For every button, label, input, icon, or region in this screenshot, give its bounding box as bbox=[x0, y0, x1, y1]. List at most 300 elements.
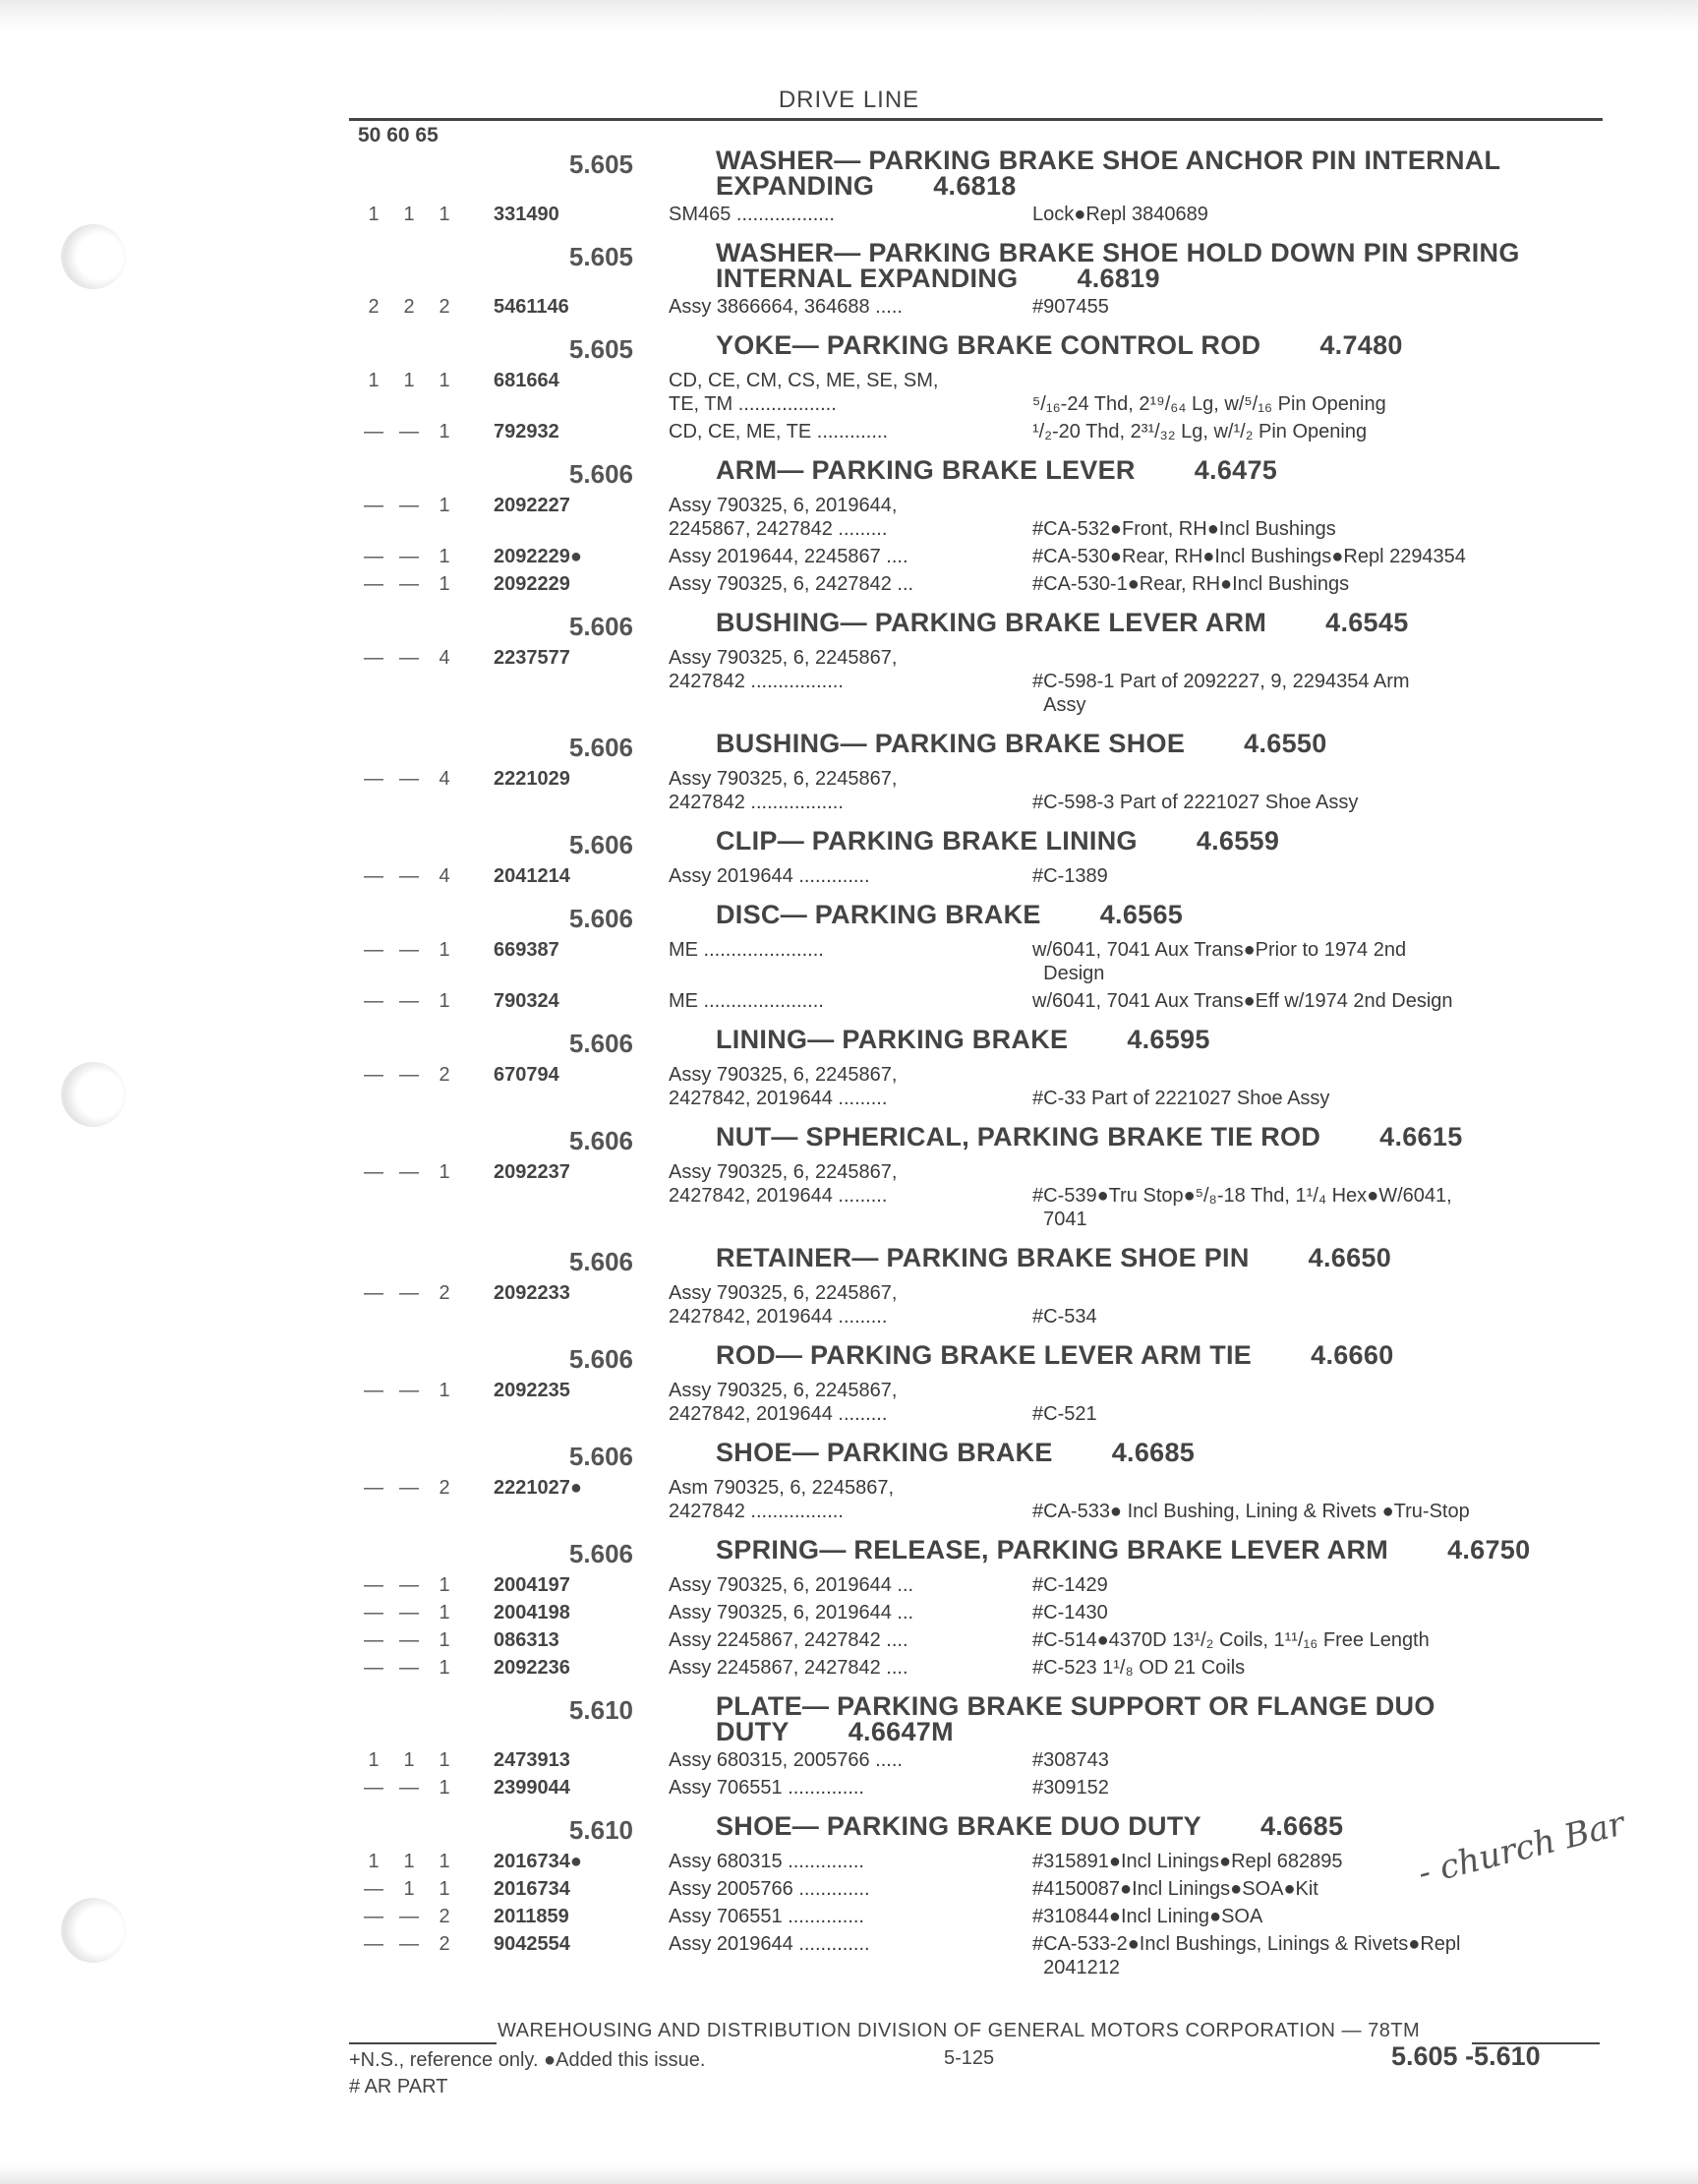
quantity-columns bbox=[356, 1656, 494, 1680]
quantity-columns bbox=[356, 1573, 494, 1597]
section-header bbox=[0, 1523, 1698, 1569]
section-header bbox=[0, 134, 1698, 199]
quantity-cell: 1 bbox=[439, 990, 450, 1012]
quantity-columns bbox=[356, 420, 494, 443]
quantity-columns bbox=[356, 1748, 494, 1772]
quantity-cell: — bbox=[399, 495, 419, 516]
part-note: #CA-530-1●Rear, RH●Incl Bushings bbox=[1032, 573, 1350, 595]
quantity-columns bbox=[356, 369, 494, 416]
section-title bbox=[716, 1440, 1601, 1465]
section-title bbox=[716, 332, 1601, 358]
part-number: 670794 bbox=[494, 1064, 559, 1086]
quantity-cell: 1 bbox=[439, 1380, 450, 1401]
quantity-columns bbox=[356, 989, 494, 1013]
part-note: #C-1430 bbox=[1032, 1602, 1108, 1623]
quantity-cell: 1 bbox=[439, 573, 450, 595]
quantity-cell: 1 bbox=[439, 495, 450, 516]
parts-section bbox=[0, 319, 1698, 443]
quantity-cell: 1 bbox=[368, 204, 380, 225]
quantity-columns bbox=[356, 203, 494, 226]
section-code: 5.606 bbox=[568, 830, 633, 859]
page-number: 5-125 bbox=[944, 2047, 995, 2069]
parts-list bbox=[0, 134, 1698, 1979]
quantity-cell: — bbox=[364, 1777, 383, 1799]
section-title bbox=[716, 828, 1601, 854]
part-number: 2092235 bbox=[494, 1380, 570, 1401]
section-title-text: RETAINER— PARKING BRAKE SHOE PIN bbox=[716, 1243, 1250, 1272]
section-group-number: 4.6660 bbox=[1311, 1340, 1394, 1370]
part-note: #C-514●4370D 13¹/₂ Coils, 1¹¹/₁₆ Free Length bbox=[1032, 1629, 1430, 1651]
quantity-cell: 1 bbox=[439, 370, 450, 391]
part-application: Assy 790325, 6, 2245867, 2427842, 2019644 ......... bbox=[669, 1380, 898, 1425]
quantity-cell: — bbox=[399, 1602, 419, 1623]
quantity-columns bbox=[356, 767, 494, 814]
part-number: 2221027● bbox=[494, 1477, 582, 1499]
quantity-cell: — bbox=[364, 1657, 383, 1679]
part-note: #C-1389 bbox=[1032, 865, 1108, 887]
parts-section bbox=[0, 814, 1698, 888]
section-code: 5.606 bbox=[568, 612, 633, 641]
quantity-cell: — bbox=[364, 1161, 383, 1183]
quantity-cell: — bbox=[399, 1064, 419, 1086]
quantity-cell: — bbox=[364, 865, 383, 887]
section-group-number: 4.6685 bbox=[1111, 1438, 1196, 1467]
section-code: 5.606 bbox=[568, 1539, 633, 1568]
section-header bbox=[0, 1231, 1698, 1277]
part-application: Assy 790325, 6, 2019644, 2245867, 2427842 ......... bbox=[669, 495, 898, 540]
quantity-cell: 1 bbox=[439, 1629, 450, 1651]
section-code: 5.606 bbox=[568, 1442, 633, 1471]
section-group-number: 4.6818 bbox=[933, 171, 1017, 201]
quantity-cell: — bbox=[399, 647, 419, 669]
quantity-cell: 1 bbox=[439, 1878, 450, 1900]
part-application: Assy 2245867, 2427842 .... bbox=[669, 1629, 908, 1651]
quantity-cell: — bbox=[399, 865, 419, 887]
quantity-cell: — bbox=[399, 1380, 419, 1401]
part-application: Assy 2019644, 2245867 .... bbox=[669, 546, 908, 567]
section-title-text: DISC— PARKING BRAKE bbox=[716, 900, 1041, 929]
part-row bbox=[0, 420, 1698, 443]
quantity-cell: — bbox=[364, 768, 383, 790]
quantity-cell: 1 bbox=[403, 204, 415, 225]
part-row bbox=[0, 1628, 1698, 1652]
quantity-cell: — bbox=[364, 1878, 383, 1900]
part-application: SM465 .................. bbox=[669, 204, 835, 225]
part-row bbox=[0, 1748, 1698, 1772]
section-title-text: YOKE— PARKING BRAKE CONTROL ROD bbox=[716, 330, 1261, 360]
part-note: #C-539●Tru Stop●⁵/₈-18 Thd, 1¹/₄ Hex●W/6041, 7041 bbox=[1032, 1185, 1452, 1230]
quantity-columns bbox=[356, 295, 494, 319]
part-application: Assy 680315, 2005766 ..... bbox=[669, 1749, 903, 1771]
part-application: CD, CE, ME, TE ............. bbox=[669, 421, 888, 443]
section-group-number: 4.6819 bbox=[1077, 264, 1160, 293]
section-title-text: CLIP— PARKING BRAKE LINING bbox=[716, 826, 1138, 856]
part-number: 2473913 bbox=[494, 1749, 570, 1771]
section-group-number: 4.6750 bbox=[1447, 1535, 1531, 1564]
section-code: 5.605 bbox=[568, 242, 633, 271]
part-number: 2237577 bbox=[494, 647, 570, 669]
quantity-cell: 1 bbox=[403, 370, 415, 391]
part-row bbox=[0, 1379, 1698, 1426]
part-row bbox=[0, 767, 1698, 814]
quantity-cell: 1 bbox=[439, 1851, 450, 1872]
page-title: DRIVE LINE bbox=[778, 87, 920, 113]
part-note: #C-523 1¹/₈ OD 21 Coils bbox=[1032, 1657, 1246, 1679]
part-application: Assy 790325, 6, 2245867, 2427842, 2019644 ......... bbox=[669, 1064, 898, 1109]
quantity-cell: — bbox=[364, 1574, 383, 1596]
part-note: #CA-532●Front, RH●Incl Bushings bbox=[1032, 518, 1336, 540]
quantity-cell: — bbox=[399, 990, 419, 1012]
section-title bbox=[716, 1342, 1601, 1368]
section-group-number: 4.6545 bbox=[1325, 608, 1409, 637]
part-application: Assy 2005766 ............. bbox=[669, 1878, 870, 1900]
part-row bbox=[0, 1776, 1698, 1800]
part-application: CD, CE, CM, CS, ME, SE, SM, TE, TM .................. bbox=[669, 370, 939, 415]
part-application: Assy 790325, 6, 2245867, 2427842, 2019644 ......... bbox=[669, 1282, 898, 1328]
part-application: Assy 790325, 6, 2245867, 2427842 ................. bbox=[669, 768, 898, 813]
quantity-cell: — bbox=[364, 1602, 383, 1623]
quantity-cell: — bbox=[364, 1064, 383, 1086]
section-group-number: 4.6550 bbox=[1244, 729, 1327, 758]
parts-section bbox=[0, 1800, 1698, 1979]
parts-section bbox=[0, 443, 1698, 596]
section-header bbox=[0, 1328, 1698, 1375]
section-header bbox=[0, 226, 1698, 291]
quantity-columns bbox=[356, 1476, 494, 1523]
section-header bbox=[0, 1680, 1698, 1744]
part-row bbox=[0, 1160, 1698, 1231]
quantity-cell: — bbox=[399, 1629, 419, 1651]
quantity-cell: — bbox=[364, 546, 383, 567]
part-note: #308743 bbox=[1032, 1749, 1109, 1771]
part-application: ME ...................... bbox=[669, 990, 824, 1012]
quantity-cell: — bbox=[364, 1629, 383, 1651]
quantity-columns bbox=[356, 1905, 494, 1928]
part-row bbox=[0, 1281, 1698, 1328]
section-header bbox=[0, 1800, 1698, 1846]
section-group-number: 4.7480 bbox=[1319, 330, 1403, 360]
section-code: 5.610 bbox=[568, 1695, 633, 1725]
quantity-cell: — bbox=[399, 573, 419, 595]
quantity-cell: 1 bbox=[439, 1574, 450, 1596]
part-number: 2092233 bbox=[494, 1282, 570, 1304]
section-title bbox=[716, 731, 1601, 756]
part-note: w/6041, 7041 Aux Trans●Prior to 1974 2nd Design bbox=[1032, 939, 1407, 984]
parts-section bbox=[0, 888, 1698, 1013]
section-title bbox=[716, 610, 1601, 635]
quantity-cell: — bbox=[399, 1906, 419, 1927]
part-note: w/6041, 7041 Aux Trans●Eff w/1974 2nd Design bbox=[1032, 990, 1453, 1012]
quantity-cell: 2 bbox=[439, 1064, 450, 1086]
part-row bbox=[0, 1601, 1698, 1624]
quantity-columns bbox=[356, 494, 494, 541]
quantity-cell: — bbox=[364, 939, 383, 961]
part-application: Assy 790325, 6, 2019644 ... bbox=[669, 1602, 914, 1623]
section-header bbox=[0, 1110, 1698, 1156]
quantity-cell: — bbox=[364, 1906, 383, 1927]
part-note: #4150087●Incl Linings●SOA●Kit bbox=[1032, 1878, 1318, 1900]
quantity-cell: — bbox=[399, 1161, 419, 1183]
part-note: #C-534 bbox=[1032, 1306, 1097, 1328]
quantity-cell: — bbox=[399, 546, 419, 567]
header-rule bbox=[349, 118, 1603, 121]
section-code: 5.606 bbox=[568, 459, 633, 489]
part-row bbox=[0, 646, 1698, 717]
quantity-cell: 1 bbox=[439, 204, 450, 225]
part-number: 2016734● bbox=[494, 1851, 582, 1872]
part-application: Assy 790325, 6, 2245867, 2427842, 2019644 ......... bbox=[669, 1161, 898, 1207]
part-number: 2092237 bbox=[494, 1161, 570, 1183]
part-application: Assy 2245867, 2427842 .... bbox=[669, 1657, 908, 1679]
quantity-cell: — bbox=[364, 647, 383, 669]
section-code: 5.606 bbox=[568, 733, 633, 762]
part-note: ⁵/₁₆-24 Thd, 2¹⁹/₆₄ Lg, w/⁵/₁₆ Pin Opening bbox=[1032, 393, 1386, 415]
quantity-cell: 1 bbox=[403, 1851, 415, 1872]
part-number: 2011859 bbox=[494, 1906, 569, 1927]
section-title bbox=[716, 240, 1601, 291]
section-title bbox=[716, 457, 1601, 483]
quantity-cell: — bbox=[399, 1282, 419, 1304]
part-note: #315891●Incl Linings●Repl 682895 bbox=[1032, 1851, 1343, 1872]
quantity-columns bbox=[356, 1160, 494, 1231]
section-code: 5.605 bbox=[568, 149, 633, 179]
part-row bbox=[0, 545, 1698, 568]
part-application: Assy 2019644 ............. bbox=[669, 865, 870, 887]
parts-section bbox=[0, 1110, 1698, 1231]
part-application: ME ...................... bbox=[669, 939, 824, 961]
part-row bbox=[0, 369, 1698, 416]
part-number: 2092227 bbox=[494, 495, 570, 516]
handwritten-margin-note: - church Bar bbox=[1414, 1803, 1629, 1894]
part-note: #CA-530●Rear, RH●Incl Bushings●Repl 2294354 bbox=[1032, 546, 1466, 567]
quantity-cell: 1 bbox=[439, 1749, 450, 1771]
section-code: 5.610 bbox=[568, 1815, 633, 1845]
quantity-cell: — bbox=[364, 990, 383, 1012]
quantity-cell: — bbox=[364, 1933, 383, 1955]
quantity-cell: 1 bbox=[439, 1777, 450, 1799]
part-application: Assy 790325, 6, 2019644 ... bbox=[669, 1574, 914, 1596]
quantity-cell: — bbox=[364, 421, 383, 443]
part-application: Asm 790325, 6, 2245867, 2427842 ................. bbox=[669, 1477, 895, 1522]
quantity-cell: — bbox=[399, 1657, 419, 1679]
quantity-cell: — bbox=[399, 1477, 419, 1499]
quantity-cell: — bbox=[399, 1933, 419, 1955]
quantity-columns bbox=[356, 1628, 494, 1652]
section-header bbox=[0, 888, 1698, 934]
quantity-cell: 2 bbox=[439, 1477, 450, 1499]
section-title bbox=[716, 1245, 1601, 1270]
quantity-cell: — bbox=[399, 421, 419, 443]
quantity-cell: — bbox=[364, 1282, 383, 1304]
part-number: 2004197 bbox=[494, 1574, 570, 1596]
part-number: 669387 bbox=[494, 939, 559, 961]
parts-section bbox=[0, 1328, 1698, 1426]
quantity-cell: — bbox=[399, 1777, 419, 1799]
part-application: Assy 790325, 6, 2245867, 2427842 ................. bbox=[669, 647, 898, 692]
quantity-cell: 4 bbox=[439, 865, 450, 887]
section-code: 5.606 bbox=[568, 904, 633, 933]
section-header bbox=[0, 717, 1698, 763]
quantity-columns bbox=[356, 1281, 494, 1328]
parts-section bbox=[0, 134, 1698, 226]
quantity-cell: 1 bbox=[439, 421, 450, 443]
quantity-cell: 1 bbox=[368, 370, 380, 391]
part-number: 2041214 bbox=[494, 865, 570, 887]
parts-section bbox=[0, 1523, 1698, 1680]
section-title bbox=[716, 1027, 1601, 1052]
quantity-columns bbox=[356, 1601, 494, 1624]
section-title-text: SHOE— PARKING BRAKE DUO DUTY bbox=[716, 1811, 1201, 1841]
part-number: 2399044 bbox=[494, 1777, 570, 1799]
section-title-text: ARM— PARKING BRAKE LEVER bbox=[716, 455, 1136, 485]
footer-rule-left bbox=[349, 2042, 497, 2044]
part-row bbox=[0, 989, 1698, 1013]
section-title-text: NUT— SPHERICAL, PARKING BRAKE TIE ROD bbox=[716, 1122, 1321, 1151]
section-header bbox=[0, 1013, 1698, 1059]
quantity-columns bbox=[356, 1850, 494, 1873]
parts-section bbox=[0, 1231, 1698, 1328]
part-number: 5461146 bbox=[494, 296, 569, 318]
legend-line-1: +N.S., reference only. ●Added this issue. bbox=[349, 2049, 706, 2071]
part-note: #C-33 Part of 2221027 Shoe Assy bbox=[1032, 1088, 1330, 1109]
part-application: Assy 706551 .............. bbox=[669, 1906, 864, 1927]
section-title bbox=[716, 1537, 1601, 1563]
legend-line-2: # AR PART bbox=[349, 2076, 448, 2097]
part-note: #C-1429 bbox=[1032, 1574, 1108, 1596]
section-title-text: BUSHING— PARKING BRAKE SHOE bbox=[716, 729, 1186, 758]
section-header bbox=[0, 814, 1698, 860]
part-number: 2092229 bbox=[494, 573, 570, 595]
section-group-number: 4.6647M bbox=[848, 1717, 954, 1746]
section-group-number: 4.6559 bbox=[1196, 826, 1280, 856]
parts-section bbox=[0, 717, 1698, 814]
page-top-shadow bbox=[0, 0, 1698, 30]
part-number: 086313 bbox=[494, 1629, 559, 1651]
quantity-cell: — bbox=[364, 573, 383, 595]
part-number: 331490 bbox=[494, 204, 559, 225]
parts-section bbox=[0, 1426, 1698, 1523]
section-group-number: 4.6595 bbox=[1127, 1025, 1210, 1054]
quantity-cell: 1 bbox=[439, 546, 450, 567]
section-title-text: SHOE— PARKING BRAKE bbox=[716, 1438, 1053, 1467]
section-group-number: 4.6650 bbox=[1308, 1243, 1392, 1272]
part-note: #CA-533● Incl Bushing, Lining & Rivets ●Tru-Stop bbox=[1032, 1501, 1470, 1522]
quantity-cell: 2 bbox=[439, 1282, 450, 1304]
part-note: #309152 bbox=[1032, 1777, 1109, 1799]
part-note: #907455 bbox=[1032, 296, 1109, 318]
part-row bbox=[0, 1476, 1698, 1523]
part-number: 2092229● bbox=[494, 546, 582, 567]
part-number: 2016734 bbox=[494, 1878, 570, 1900]
model-year-columns: 50 60 65 bbox=[358, 124, 439, 147]
quantity-cell: 1 bbox=[368, 1851, 380, 1872]
part-note: #C-521 bbox=[1032, 1403, 1097, 1425]
quantity-columns bbox=[356, 864, 494, 888]
quantity-cell: 1 bbox=[439, 939, 450, 961]
part-note: ¹/₂-20 Thd, 2³¹/₃₂ Lg, w/¹/₂ Pin Opening bbox=[1032, 421, 1368, 443]
part-number: 2092236 bbox=[494, 1657, 570, 1679]
quantity-cell: 2 bbox=[439, 1906, 450, 1927]
quantity-cell: 1 bbox=[439, 1657, 450, 1679]
part-row bbox=[0, 1905, 1698, 1928]
quantity-cell: 2 bbox=[403, 296, 415, 318]
quantity-cell: 4 bbox=[439, 768, 450, 790]
quantity-columns bbox=[356, 1776, 494, 1800]
quantity-cell: 1 bbox=[439, 1161, 450, 1183]
footer-legend bbox=[349, 2047, 705, 2100]
quantity-cell: — bbox=[364, 1477, 383, 1499]
part-number: 2221029 bbox=[494, 768, 570, 790]
quantity-cell: 1 bbox=[403, 1749, 415, 1771]
quantity-columns bbox=[356, 1379, 494, 1426]
quantity-cell: 1 bbox=[403, 1878, 415, 1900]
quantity-columns bbox=[356, 1063, 494, 1110]
parts-section bbox=[0, 596, 1698, 717]
quantity-cell: 2 bbox=[439, 296, 450, 318]
part-row bbox=[0, 572, 1698, 596]
parts-section bbox=[0, 1013, 1698, 1110]
part-row bbox=[0, 1932, 1698, 1979]
section-group-number: 4.6475 bbox=[1194, 455, 1278, 485]
section-title bbox=[716, 1693, 1601, 1744]
part-number: 790324 bbox=[494, 990, 559, 1012]
quantity-cell: — bbox=[364, 1380, 383, 1401]
section-code: 5.606 bbox=[568, 1247, 633, 1276]
part-row bbox=[0, 938, 1698, 985]
page-bottom-shadow bbox=[0, 2164, 1698, 2184]
section-title-text: WASHER— PARKING BRAKE SHOE HOLD DOWN PIN SPRING INTERNAL EXPANDING bbox=[716, 238, 1520, 293]
part-row bbox=[0, 295, 1698, 319]
part-number: 681664 bbox=[494, 370, 559, 391]
quantity-columns bbox=[356, 1877, 494, 1901]
section-code: 5.605 bbox=[568, 334, 633, 364]
section-title bbox=[716, 1124, 1601, 1150]
part-application: Assy 3866664, 364688 ..... bbox=[669, 296, 903, 318]
section-group-number: 4.6685 bbox=[1259, 1811, 1344, 1841]
part-row bbox=[0, 864, 1698, 888]
part-row bbox=[0, 1063, 1698, 1110]
page-range: 5.605 -5.610 bbox=[1391, 2041, 1541, 2071]
parts-section bbox=[0, 226, 1698, 319]
quantity-columns bbox=[356, 938, 494, 985]
quantity-cell: 1 bbox=[368, 1749, 380, 1771]
section-title-text: PLATE— PARKING BRAKE SUPPORT OR FLANGE DUO DUTY bbox=[716, 1691, 1435, 1746]
part-application: Assy 790325, 6, 2427842 ... bbox=[669, 573, 914, 595]
part-row bbox=[0, 1656, 1698, 1680]
quantity-cell: 4 bbox=[439, 647, 450, 669]
quantity-columns bbox=[356, 572, 494, 596]
part-note: #CA-533-2●Incl Bushings, Linings & Rivets●Repl 2041212 bbox=[1032, 1933, 1461, 1978]
quantity-columns bbox=[356, 545, 494, 568]
section-group-number: 4.6615 bbox=[1379, 1122, 1463, 1151]
part-note: Lock●Repl 3840689 bbox=[1032, 204, 1208, 225]
quantity-cell: — bbox=[399, 939, 419, 961]
part-row bbox=[0, 203, 1698, 226]
part-note: #C-598-1 Part of 2092227, 9, 2294354 Arm Assy bbox=[1032, 671, 1410, 716]
quantity-columns bbox=[356, 646, 494, 717]
quantity-columns bbox=[356, 1932, 494, 1979]
section-title bbox=[716, 902, 1601, 927]
section-title-text: WASHER— PARKING BRAKE SHOE ANCHOR PIN INTERNAL EXPANDING bbox=[716, 146, 1500, 201]
section-code: 5.606 bbox=[568, 1126, 633, 1155]
section-code: 5.606 bbox=[568, 1344, 633, 1374]
parts-section bbox=[0, 1680, 1698, 1800]
quantity-cell: — bbox=[399, 768, 419, 790]
section-header bbox=[0, 1426, 1698, 1472]
quantity-cell: — bbox=[364, 495, 383, 516]
part-number: 2004198 bbox=[494, 1602, 570, 1623]
part-note: #C-598-3 Part of 2221027 Shoe Assy bbox=[1032, 792, 1359, 813]
